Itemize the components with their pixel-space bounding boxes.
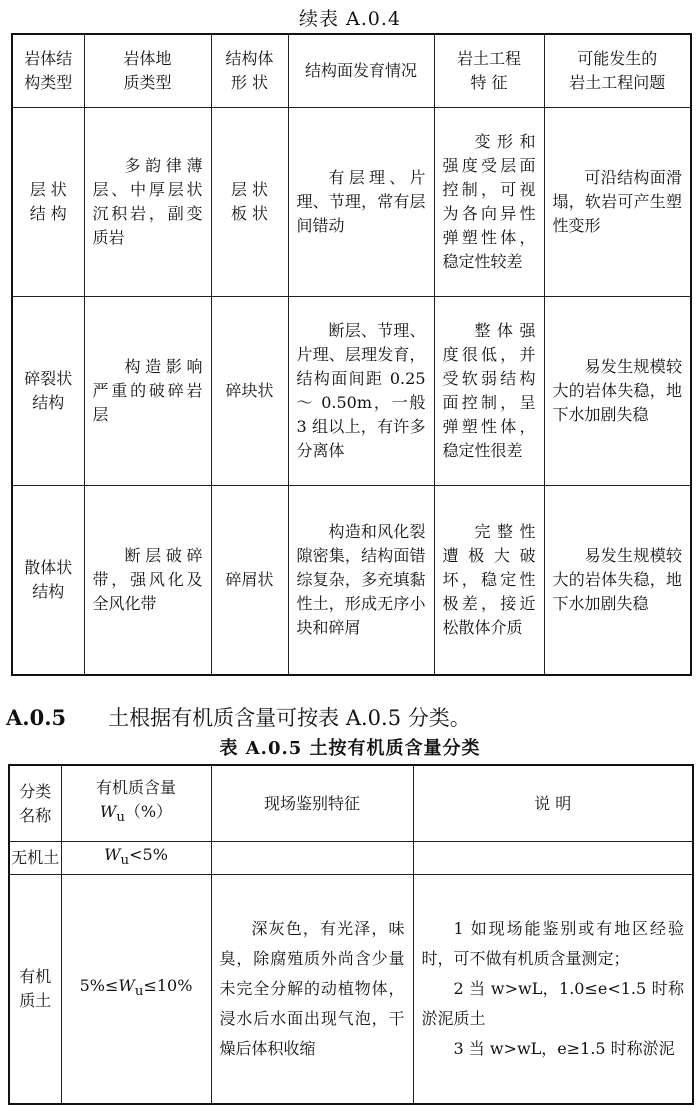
table2-caption: 表 A.0.5 土按有机质含量分类	[219, 738, 481, 759]
cell-structure-type: 层 状 结 构	[12, 108, 84, 297]
header-surface-development: 结构面发育情况	[288, 34, 434, 108]
cell-shape: 碎屑状	[211, 486, 288, 676]
header-structure-type: 岩体结 构类型	[12, 34, 84, 108]
cell-surface: 有层理、片理、节理，常有层间错动	[288, 108, 434, 297]
header-engineering-feature: 岩土工程 特 征	[434, 34, 544, 108]
note-item: 2 当 w>wL，1.0≤e<1.5 时称淤泥质土	[421, 979, 684, 1028]
cell-feature: 整体强度很低，并受软弱结构面控制，呈弹塑性体，稳定性很差	[434, 297, 544, 486]
header-class-name: 分类 名称	[9, 765, 61, 842]
table-header-row	[9, 765, 693, 842]
table-header-row	[12, 34, 691, 108]
cell-class-name: 有机 质土	[9, 875, 61, 1105]
table-row	[12, 108, 691, 297]
header-note: 说 明	[413, 765, 693, 842]
cell-problem: 可沿结构面滑塌，软岩可产生塑性变形	[544, 108, 691, 297]
header-field-identification: 现场鉴别特征	[211, 765, 413, 842]
note-item: 3 当 w>wL，e≥1.5 时称淤泥	[453, 1039, 675, 1058]
header-engineering-problem: 可能发生的 岩土工程问题	[544, 34, 691, 108]
cell-field-identification	[211, 842, 413, 875]
cell-note	[413, 875, 693, 1105]
section-heading	[6, 702, 696, 732]
cell-geology: 断层破碎带，强风化及全风化带	[84, 486, 211, 676]
section-text: 土根据有机质含量可按表 A.0.5 分类。	[108, 706, 471, 730]
organic-soil-table	[8, 764, 694, 1105]
cell-geology: 多韵律薄层、中厚层状沉积岩，副变质岩	[84, 108, 211, 297]
cell-structure-type: 散体状 结构	[12, 486, 84, 676]
cell-organic-content: $5\%\le W_u\le 10\%$	[61, 875, 211, 1105]
header-geology-type: 岩体地 质类型	[84, 34, 211, 108]
cell-problem: 易发生规模较大的岩体失稳，地下水加剧失稳	[544, 486, 691, 676]
header-structure-shape: 结构体 形 状	[211, 34, 288, 108]
cell-surface: 断层、节理、片理、层理发育，结构面间距 0.25 ～ 0.50m，一般 3 组以上，有许多分离体	[288, 297, 434, 486]
cell-problem: 易发生规模较大的岩体失稳，地下水加剧失稳	[544, 297, 691, 486]
cell-shape: 层 状 板 状	[211, 108, 288, 297]
cell-shape: 碎块状	[211, 297, 288, 486]
cell-feature: 变形和强度受层面控制，可视为各向异性弹塑性体，稳定性较差	[434, 108, 544, 297]
cell-feature: 完整性遭极大破坏，稳定性极差，接近松散体介质	[434, 486, 544, 676]
cell-organic-content: $W_u<5\%$	[61, 842, 211, 875]
table-row	[9, 875, 693, 1105]
cell-note	[413, 842, 693, 875]
cell-structure-type: 碎裂状 结构	[12, 297, 84, 486]
table-row	[9, 842, 693, 875]
cell-field-identification: 深灰色，有光泽，味臭，除腐殖质外尚含少量未完全分解的动植物体，浸水后水面出现气泡，干燥后体积收缩	[211, 875, 413, 1105]
cell-class-name: 无机土	[9, 842, 61, 875]
table-row	[12, 486, 691, 676]
table1-caption: 续表 A.0.4	[298, 8, 402, 30]
section-number: A.0.5	[6, 705, 67, 730]
header-organic-content: 有机质含量 $W_u(\%)$	[61, 765, 211, 842]
cell-surface: 构造和风化裂隙密集，结构面错综复杂，多充填黏性土，形成无序小块和碎屑	[288, 486, 434, 676]
rock-structure-table	[11, 33, 692, 676]
cell-geology: 构造影响严重的破碎岩层	[84, 297, 211, 486]
note-item: 1 如现场能鉴别或有地区经验时，可不做有机质含量测定；	[421, 919, 684, 968]
table-row	[12, 297, 691, 486]
